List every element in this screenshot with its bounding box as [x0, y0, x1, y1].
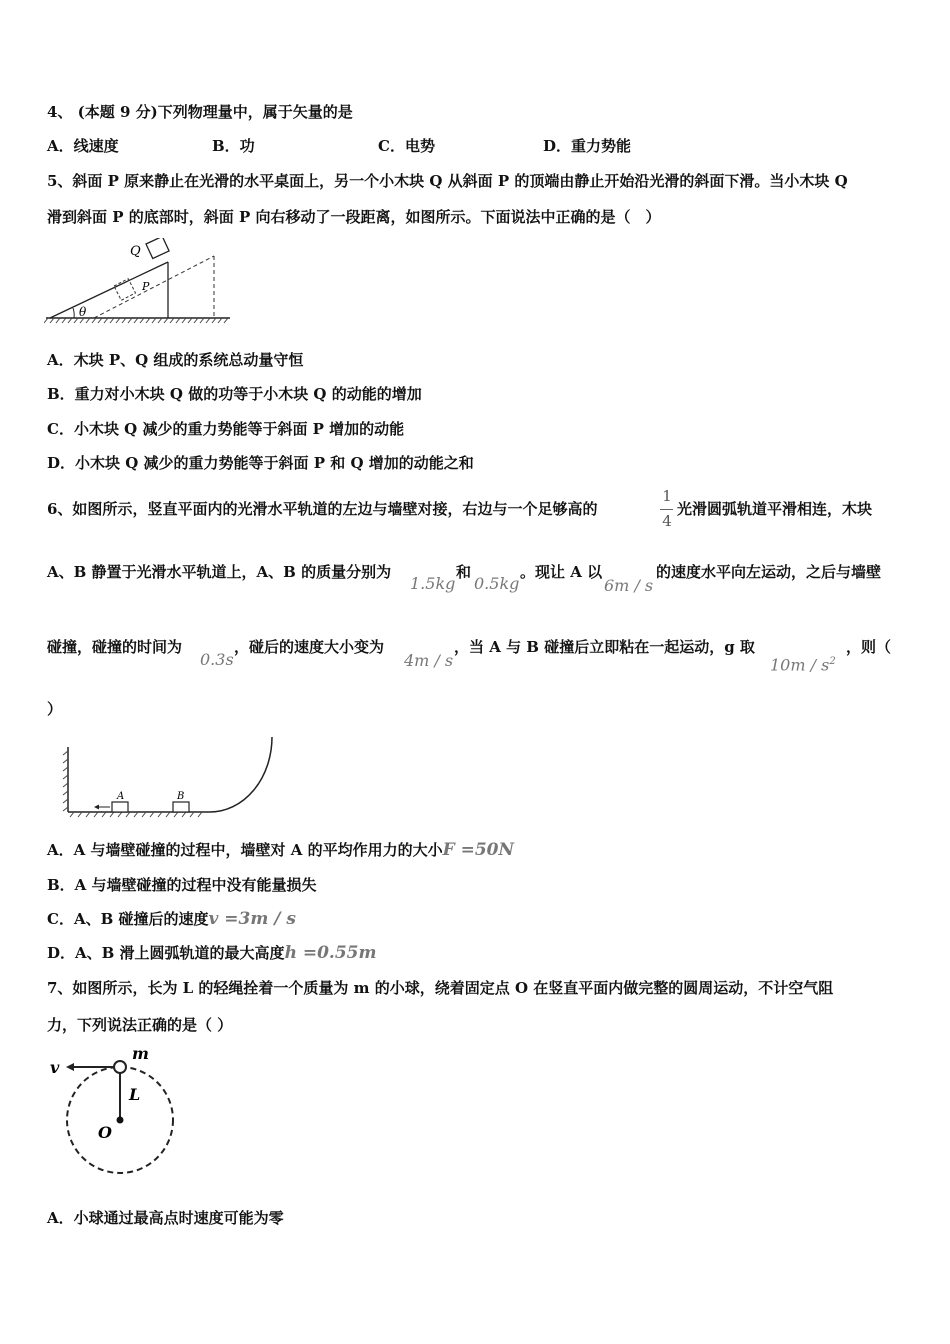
q6-line3-b: ，碰后的速度大小变为 — [234, 638, 385, 656]
q6-gravity: $10m / s^2$ — [770, 655, 836, 675]
q6-line2-b: 和 — [456, 563, 472, 581]
q6-gravity-exp: 2 — [829, 656, 836, 667]
q6-line3-c: ，当 A 与 B 碰撞后立即粘在一起运动，g 取 — [454, 638, 755, 656]
q5-option-a: A．木块 P、Q 组成的系统总动量守恒 — [47, 351, 304, 369]
q5-option-b: B．重力对小木块 Q 做的功等于小木块 Q 的动能的增加 — [47, 385, 422, 403]
q6-mass-a: 1.5kg — [410, 574, 456, 593]
q6-line2-c: 。现让 A 以 — [520, 563, 603, 581]
q6-fraction-den: 4 — [662, 512, 672, 530]
q6-time: 0.3s — [200, 650, 234, 669]
q4-option-a: A．线速度 — [47, 137, 119, 155]
q7-label-o: O — [98, 1123, 112, 1142]
q6-line1-a: 6、如图所示，竖直平面内的光滑水平轨道的左边与墙壁对接，右边与一个足够高的 — [47, 500, 598, 518]
q4-stem: 4、 (本题 9 分)下列物理量中，属于矢量的是 — [47, 103, 353, 121]
q6-track-figure — [62, 733, 278, 819]
q6-fraction-num: 1 — [662, 487, 672, 505]
q6-line1-b: 光滑圆弧轨道平滑相连，木块 — [677, 500, 873, 518]
q5-option-d: D．小木块 Q 减少的重力势能等于斜面 P 和 Q 增加的动能之和 — [47, 454, 474, 472]
q5-option-c: C．小木块 Q 减少的重力势能等于斜面 P 增加的动能 — [47, 420, 405, 438]
q6-line2-d: 的速度水平向左运动，之后与墙壁 — [656, 563, 882, 581]
q6-velocity-v1: 4m / s — [404, 651, 454, 670]
q5-label-q: Q — [130, 244, 141, 259]
q6-fraction-bar — [660, 509, 673, 510]
q5-incline-figure — [44, 238, 234, 324]
q7-label-m: m — [132, 1044, 149, 1063]
q4-option-c: C．电势 — [378, 137, 435, 155]
q6-option-b: B．A 与墙壁碰撞的过程中没有能量损失 — [47, 876, 317, 894]
q6-label-b: B — [177, 791, 185, 802]
q5-label-p: P — [142, 280, 150, 293]
q6-option-d: D．A、B 滑上圆弧轨道的最大高度h =0.55m — [47, 943, 377, 963]
q6-velocity-v0: 6m / s — [604, 576, 654, 595]
q6-option-d-math: h =0.55m — [284, 943, 377, 963]
q5-stem-line2: 滑到斜面 P 的底部时，斜面 P 向右移动了一段距离，如图所示。下面说法中正确的是（ ） — [47, 208, 661, 226]
q6-label-a: A — [117, 791, 125, 802]
q7-stem-line2: 力，下列说法正确的是（ ） — [47, 1016, 233, 1034]
q7-option-a: A．小球通过最高点时速度可能为零 — [47, 1209, 284, 1227]
q6-stem-line1 — [47, 499, 597, 519]
q4-option-d: D．重力势能 — [543, 137, 632, 155]
q6-line2-a: A、B 静置于光滑水平轨道上，A、B 的质量分别为 — [47, 563, 392, 581]
q6-line3-d: ，则（ — [846, 638, 892, 656]
q6-mass-b: 0.5kg — [474, 574, 520, 593]
q7-label-v: v — [50, 1058, 60, 1077]
q6-option-a: A．A 与墙壁碰撞的过程中，墙壁对 A 的平均作用力的大小F =50N — [47, 840, 515, 860]
q7-label-l: L — [129, 1085, 141, 1104]
q7-circle-figure — [44, 1042, 184, 1176]
q5-label-theta: θ — [79, 305, 87, 319]
q6-option-a-math: F =50N — [442, 840, 515, 860]
q6-line3-a: 碰撞，碰撞的时间为 — [47, 638, 183, 656]
q5-stem-line1: 5、斜面 P 原来静止在光滑的水平桌面上，另一个小木块 Q 从斜面 P 的顶端由静止开始沿光滑的斜面下滑。当小木块 Q — [47, 172, 848, 190]
q6-option-c: C．A、B 碰撞后的速度v =3m / s — [47, 909, 296, 929]
q7-stem-line1: 7、如图所示，长为 L 的轻绳拴着一个质量为 m 的小球，绕着固定点 O 在竖直平面内做完整的圆周运动，不计空气阻 — [47, 979, 834, 997]
q4-option-b: B．功 — [212, 137, 255, 155]
q6-line4: ） — [47, 700, 63, 718]
q6-option-c-math: v =3m / s — [208, 909, 296, 929]
